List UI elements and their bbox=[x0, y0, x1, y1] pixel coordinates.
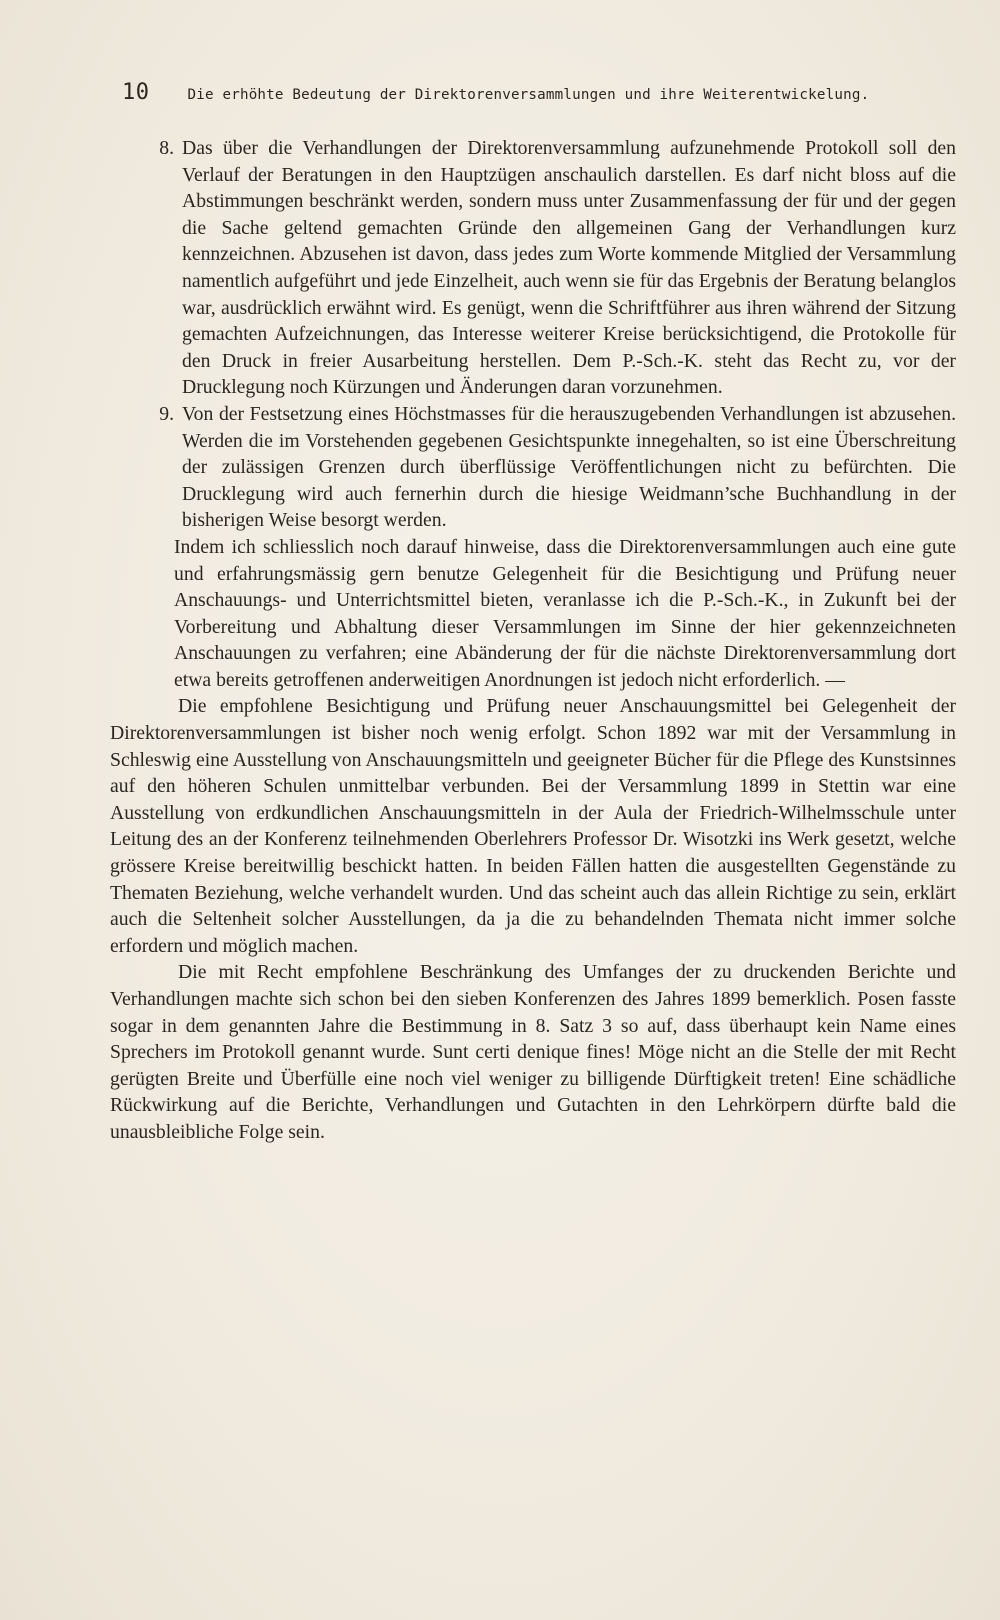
item-text: Das über die Verhandlungen der Direktorenversammlung aufzunehmende Protokoll soll den Verlauf der Beratungen in den Hauptzügen anschaulich darstellen. Es darf nicht bloss auf die Abstimmungen beschränkt werden, sondern muss unter Zusammenfassung der für und der gegen die Sache geltend gemachten Gründe den allgemeinen Gang der Verhandlungen kurz kennzeichnen. Abzusehen ist davon, dass jedes zum Worte kommende Mitglied der Versammlung namentlich aufgeführt und jede Einzelheit, auch wenn sie für das Ergebnis der Beratung belanglos war, ausdrücklich erwähnt wird. Es genügt, wenn die Schriftführer aus ihren während der Sitzung gemachten Aufzeichnungen, das Interesse weiterer Kreise berücksichtigend, die Protokolle für den Druck in freier Ausarbeitung herstellen. Dem P.-Sch.-K. steht das Recht zu, vor der Drucklegung noch Kürzungen und Änderungen daran vorzunehmen. bbox=[182, 137, 956, 399]
paragraph-text: Indem ich schliesslich noch darauf hinweise, dass die Direktorenversammlungen auch eine gute und erfahrungsmässig gern benutze Gelegenheit für die Besichtigung und Prüfung neuer Anschauungs- und Unterrichtsmittel bieten, veranlasse ich die P.-Sch.-K., in Zukunft bei der Vorbereitung und Abhaltung dieser Versammlungen im Sinne der hier gekennzeichneten Anschauungen zu verfahren; eine Abänderung der für die nächste Direktorenversammlung dort etwa bereits getroffenen anderweitigen Anordnungen ist jedoch nicht erforderlich. — bbox=[174, 535, 956, 691]
paragraph: Die mit Recht empfohlene Beschränkung des Umfanges der zu druckenden Berichte und Verhandlungen machte sich schon bei den sieben Konferenzen des Jahres 1899 bemerklich. Posen fasste sogar in dem genannten Jahre die Bestimmung in 8. Satz 3 so auf, dass überhaupt kein Name eines Sprechers im Protokoll genannt wurde. Sunt certi denique fines! Möge nicht an die Stelle der mit Recht gerügten Breite und Überfülle eine noch viel weniger zu billigende Dürftigkeit treten! Eine schädliche Rückwirkung auf die Berichte, Verhandlungen und Gutachten in den Lehrkörpern dürfte bald die unausbleibliche Folge sein. bbox=[110, 961, 956, 1143]
item-number: 8. bbox=[159, 137, 174, 159]
item-text: Von der Festsetzung eines Höchstmasses für die herauszugebenden Verhandlungen ist abzusehen. Werden die im Vorstehenden gegebenen Gesichtspunkte innegehalten, so ist eine Überschreitung der zulässigen Grenzen durch überflüssige Veröffentlichungen nicht zu befürchten. Die Drucklegung wird auch fernerhin durch die hiesige Weidmann’sche Buchhandlung in der bisherigen Weise besorgt werden. bbox=[182, 402, 956, 532]
running-head: Die erhöhte Bedeutung der Direktorenversammlungen und ihre Weiterentwickelung. bbox=[187, 87, 870, 103]
numbered-item-8 bbox=[110, 135, 956, 401]
paragraph: Die empfohlene Besichtigung und Prüfung neuer Anschauungsmittel bei Gelegenheit der Direktorenversammlungen ist bisher noch wenig erfolgt. Schon 1892 war mit der Versammlung in Schleswig eine Ausstellung von Anschauungsmitteln und geeigneter Bücher für die Pflege des Kunstsinnes auf den höheren Schulen unmittelbar verbunden. Bei der Versammlung 1899 in Stettin war eine Ausstellung von erdkundlichen Anschauungsmitteln in der Aula der Friedrich-Wilhelmsschule unter Leitung des an der Konferenz teilnehmenden Oberlehrers Professor Dr. Wisotzki ins Werk gesetzt, welche grössere Kreise bereitwillig beschickt hatten. In beiden Fällen hatten die ausgestellten Gegenstände zu Thematen Beziehung, welche verhandelt wurden. Und das scheint auch das allein Richtige zu sein, erklärt auch die Seltenheit solcher Ausstellungen, da ja die zu behandelnden Themata nicht immer solche erfordern und möglich machen. bbox=[110, 695, 956, 957]
body-text bbox=[110, 135, 956, 1146]
page-header bbox=[122, 80, 900, 105]
closing-paragraph bbox=[110, 534, 956, 694]
numbered-item-9 bbox=[110, 401, 956, 534]
item-number: 9. bbox=[159, 402, 174, 425]
page-number: 10 bbox=[122, 80, 150, 105]
